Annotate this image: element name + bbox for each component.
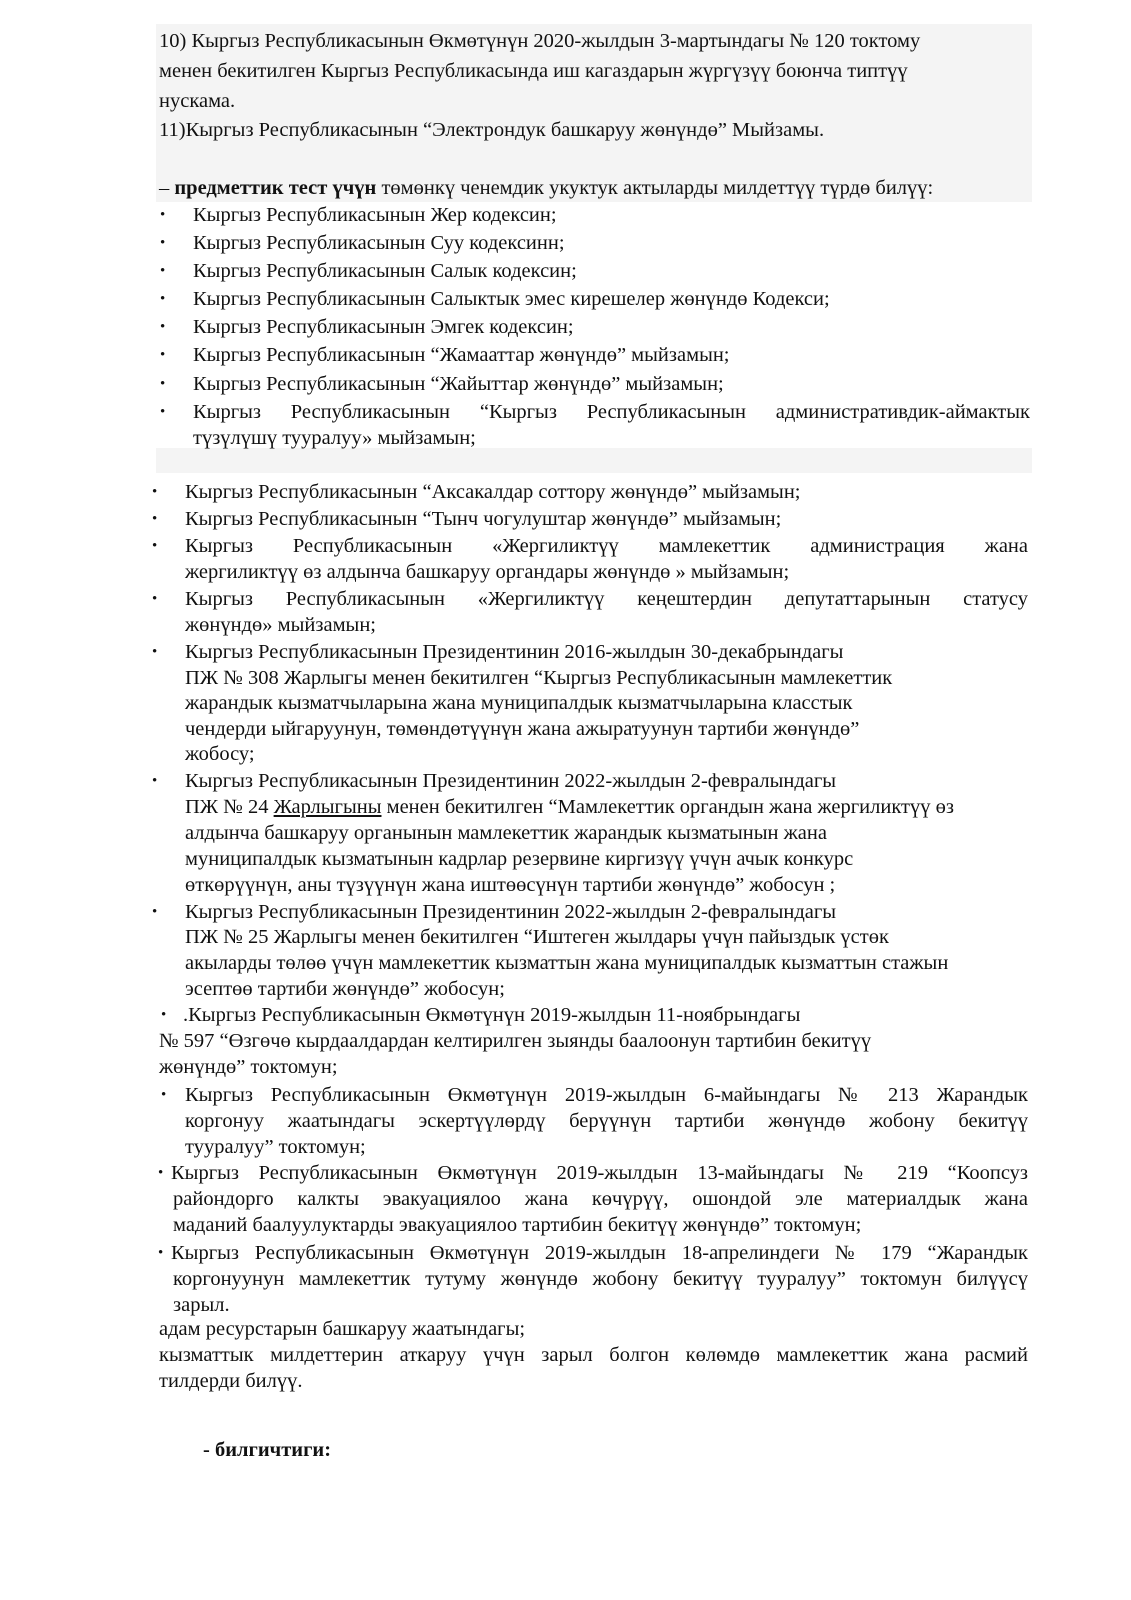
list-item: Кыргыз Республикасынын “Жайыттар жөнүндө” мыйзамын;	[193, 373, 724, 395]
bullet-icon: •	[152, 644, 158, 660]
list-item-continuation: № 597 “Өзгөчө кырдаалдардан келтирилген зыянды баалоонун тартибин бекитүү	[159, 1030, 872, 1052]
bullet-icon: •	[152, 511, 158, 527]
list-item: Кыргыз Республикасынын Эмгек кодексин;	[193, 316, 574, 338]
language-paragraph-line-1: кызматтык милдеттерин аткаруу үчүн зарыл болгон көлөмдө мамлекеттик жана расмий	[159, 1344, 1028, 1366]
list-item: Кыргыз Республикасынын Суу кодексинн;	[193, 232, 565, 254]
subject-test-bold: предметтик тест үчүн	[174, 177, 377, 199]
item-10-line-3: нускама.	[159, 90, 236, 112]
bullet-icon: •	[152, 538, 158, 554]
list-item-continuation: жобосу;	[185, 743, 255, 765]
decree-link[interactable]: Жарлыгыны	[273, 796, 382, 818]
text: менен бекитилген “Мамлекеттик органдын жана жергиликтүү өз	[381, 796, 954, 818]
bullet-icon: •	[152, 484, 158, 500]
dash: –	[159, 177, 175, 199]
list-item-continuation: тууралуу” токтомун;	[185, 1136, 366, 1158]
list-item-continuation: коргонуу жаатындагы эскертүүлөрдү берүүнүн тартиби жөнүндө жобону бекитүү	[185, 1110, 1028, 1132]
bullet-icon: •	[152, 904, 158, 920]
list-item: Кыргыз Республикасынын Президентинин 2022-жылдын 2-февралындагы	[185, 770, 837, 792]
list-item-continuation: жарандык кызматчыларына жана муниципалдык кызматчыларына класстык	[185, 692, 853, 714]
item-11: 11)Кыргыз Республикасынын “Электрондук башкаруу жөнүндө” Мыйзамы.	[159, 119, 825, 141]
list-item-continuation: эсептөө тартиби жөнүндө” жобосун;	[185, 978, 505, 1000]
list-item-continuation: алдынча башкаруу органынын мамлекеттик жарандык кызматынын жана	[185, 822, 827, 844]
list-item: .Кыргыз Республикасынын Өкмөтүнүн 2019-жылдын 11-ноябрындагы	[183, 1004, 801, 1026]
list-item: Кыргыз Республикасынын Жер кодексин;	[193, 204, 557, 226]
bullet-icon: •	[161, 1087, 167, 1103]
list-item-continuation: жөнүндө” токтомун;	[159, 1056, 338, 1078]
subject-test-heading	[159, 175, 933, 201]
list-item: Кыргыз Республикасынын «Жергиликтүү кеңештердин депутаттарынын статусу	[185, 588, 1028, 610]
list-item-continuation: акыларды төлөө үчүн мамлекеттик кызматтын жана муниципалдык кызматтын стажын	[185, 952, 949, 974]
list-item-continuation: ПЖ № 308 Жарлыгы менен бекитилген “Кыргыз Республикасынын мамлекеттик	[185, 667, 893, 689]
bullet-icon: •	[160, 319, 166, 335]
item-10-line-2: менен бекитилген Кыргыз Республикасында иш кагаздарын жүргүзүү боюнча типтүү	[159, 60, 908, 82]
bullet-icon: •	[160, 376, 166, 392]
list-item: Кыргыз Республикасынын Өкмөтүнүн 2019-жылдын 18-апрелиндеги № 179 “Жарандык	[171, 1242, 1028, 1264]
bullet-icon: •	[161, 1007, 167, 1023]
list-item: Кыргыз Республикасынын Өкмөтүнүн 2019-жылдын 13-майындагы № 219 “Коопсуз	[171, 1162, 1028, 1184]
text: ПЖ № 24	[185, 796, 274, 818]
list-item-continuation: коргонуунун мамлекеттик тутуму жөнүндө жобону бекитүү тууралуу” токтомун билүүсү	[173, 1268, 1028, 1290]
bullet-icon: •	[158, 1245, 164, 1261]
list-item-continuation: жергиликтүү өз алдынча башкаруу органдары жөнүндө » мыйзамын;	[185, 561, 790, 583]
bullet-icon: •	[160, 347, 166, 363]
list-item-continuation: жөнүндө» мыйзамын;	[185, 614, 376, 636]
bullet-icon: •	[152, 591, 158, 607]
list-item: Кыргыз Республикасынын “Кыргыз Республикасынын административдик-аймактык	[193, 401, 1030, 423]
list-item: Кыргыз Республикасынын “Тынч чогулуштар жөнүндө” мыйзамын;	[185, 508, 782, 530]
highlight-block-mid	[156, 448, 1032, 473]
language-paragraph-line-2: тилдерди билүү.	[159, 1370, 303, 1392]
skills-heading: - билгичтиги:	[203, 1439, 332, 1461]
hr-paragraph: адам ресурстарын башкаруу жаатындагы;	[159, 1318, 526, 1340]
list-item-continuation	[185, 794, 954, 820]
list-item: Кыргыз Республикасынын Салык кодексин;	[193, 260, 577, 282]
list-item-continuation: муниципалдык кызматынын кадрлар резервине киргизүү үчүн ачык конкурс	[185, 848, 854, 870]
subject-test-rest: төмөнкү ченемдик укуктук актыларды милдеттүү түрдө билүү:	[376, 177, 934, 199]
list-item-continuation: чендерди ыйгаруунун, төмөндөтүүнүн жана ажыратуунун тартиби жөнүндө”	[185, 718, 860, 740]
list-item: Кыргыз Республикасынын Салыктык эмес кирешелер жөнүндө Кодекси;	[193, 288, 830, 310]
list-item: Кыргыз Республикасынын Өкмөтүнүн 2019-жылдын 6-майындагы № 213 Жарандык	[185, 1084, 1028, 1106]
bullet-icon: •	[160, 291, 166, 307]
bullet-icon: •	[160, 235, 166, 251]
list-item-continuation: түзүлүшү тууралуу» мыйзамын;	[193, 427, 476, 449]
list-item: Кыргыз Республикасынын “Жамааттар жөнүндө” мыйзамын;	[193, 344, 730, 366]
bullet-icon: •	[160, 404, 166, 420]
bullet-icon: •	[158, 1165, 164, 1181]
list-item: Кыргыз Республикасынын Президентинин 2022-жылдын 2-февралындагы	[185, 901, 837, 923]
list-item: Кыргыз Республикасынын «Жергиликтүү мамлекеттик администрация жана	[185, 535, 1028, 557]
list-item: Кыргыз Республикасынын Президентинин 2016-жылдын 30-декабрындагы	[185, 641, 844, 663]
bullet-icon: •	[152, 773, 158, 789]
list-item: Кыргыз Республикасынын “Аксакалдар соттору жөнүндө” мыйзамын;	[185, 481, 801, 503]
bullet-icon: •	[160, 207, 166, 223]
list-item-continuation: өткөрүүнүн, аны түзүүнүн жана иштөөсүнүн тартиби жөнүндө” жобосун ;	[185, 874, 836, 896]
list-item-continuation: ПЖ № 25 Жарлыгы менен бекитилген “Иштеген жылдары үчүн пайыздык үстөк	[185, 926, 889, 948]
item-10-line-1: 10) Кыргыз Республикасынын Өкмөтүнүн 2020-жылдын 3-мартындагы № 120 токтому	[159, 30, 921, 52]
bullet-icon: •	[160, 263, 166, 279]
list-item-continuation: зарыл.	[173, 1294, 230, 1316]
list-item-continuation: райондорго калкты эвакуациялоо жана көчүрүү, ошондой эле материалдык жана	[173, 1188, 1028, 1210]
list-item-continuation: маданий баалуулуктарды эвакуациялоо тартибин бекитүү жөнүндө” токтомун;	[173, 1214, 862, 1236]
